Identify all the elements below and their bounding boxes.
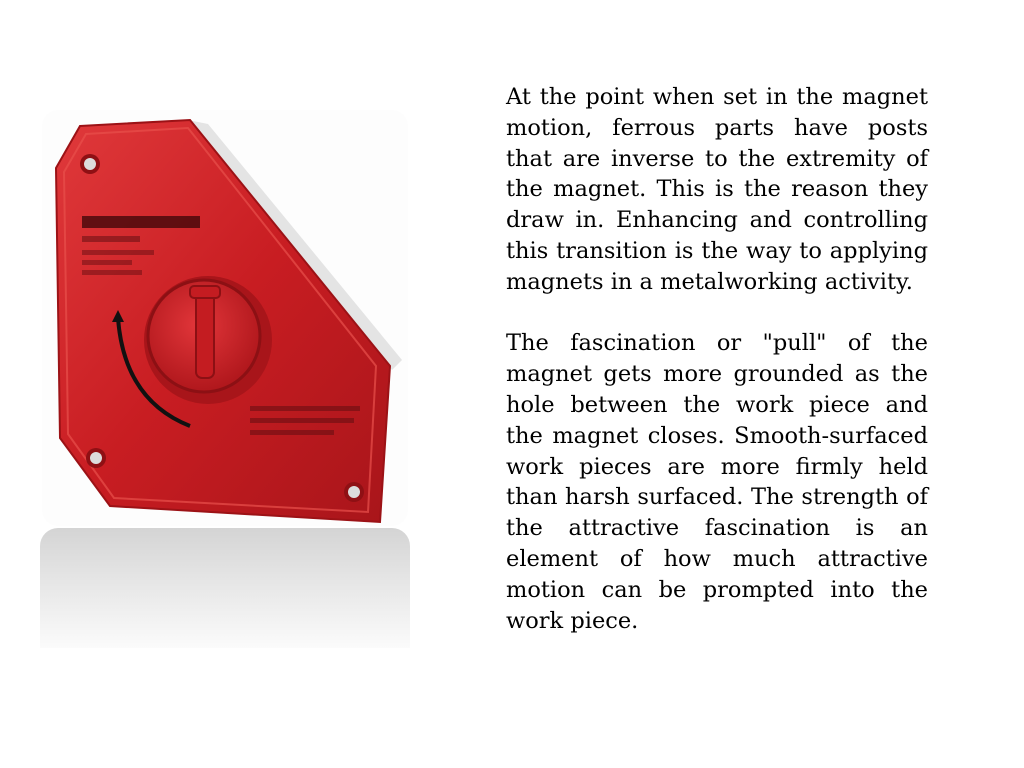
- magnet-square-image: [40, 108, 410, 528]
- image-reflection: [40, 528, 410, 648]
- paragraph-2: The fascination or "pull" of the magnet gets more grounded as the hole between the work piece and the magnet closes. Smooth-surfaced work pieces are more firmly held than harsh surfaced. The strength of the attractive fascination is an element of how much attractive motion can be prompted into the work piece.: [506, 330, 928, 634]
- screw-bottom-right-icon: [344, 482, 364, 502]
- screw-bottom-left-icon: [86, 448, 106, 468]
- magnet-square-icon: [40, 108, 410, 528]
- knob-icon: [144, 276, 272, 404]
- screw-top-icon: [80, 154, 100, 174]
- body-text: [506, 82, 928, 667]
- paragraph-1: At the point when set in the magnet motion, ferrous parts have posts that are inverse to the extremity of the magnet. This is the reason they draw in. Enhancing and controlling this transition is the way to applying magnets in a metalworking activity.: [506, 84, 928, 295]
